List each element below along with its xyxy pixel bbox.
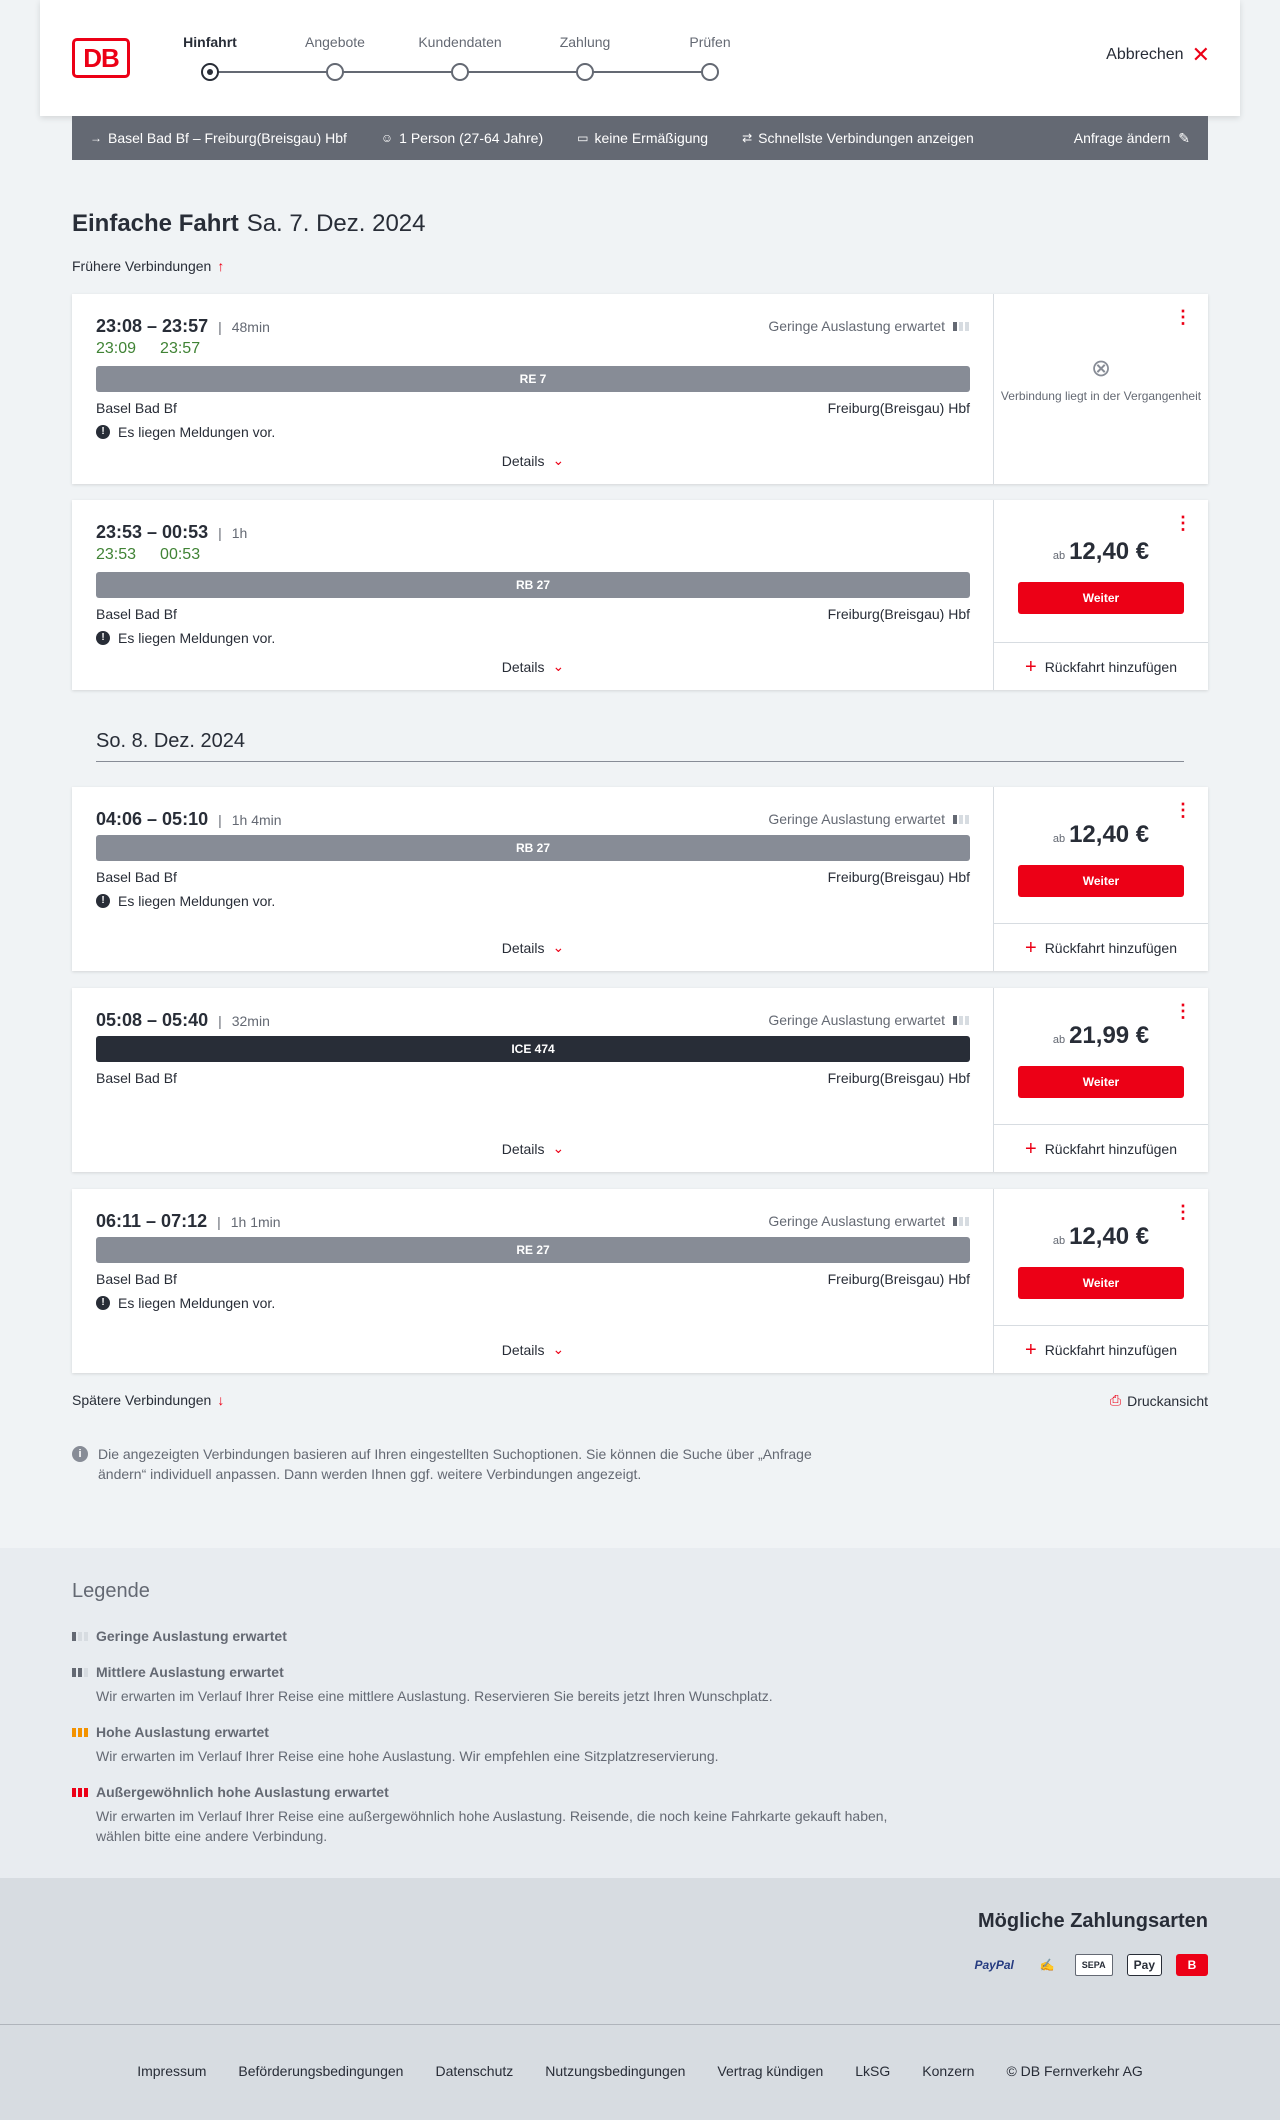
load-indicator <box>768 1012 969 1028</box>
payment-icons <box>968 1954 1208 1976</box>
from-station: Basel Bad Bf <box>96 869 177 885</box>
details-toggle[interactable] <box>72 1140 994 1157</box>
notice <box>96 424 275 440</box>
continue-button[interactable]: Weiter <box>1018 1066 1184 1098</box>
payment-section <box>0 1878 1280 2024</box>
day-heading: So. 8. Dez. 2024 <box>96 730 1184 762</box>
train-bar[interactable]: RB 27 <box>96 835 970 861</box>
apple-pay-icon: Pay <box>1127 1954 1162 1976</box>
info-box <box>72 1444 852 1484</box>
continue-button[interactable]: Weiter <box>1018 582 1184 614</box>
card-icon: ▭ <box>577 131 589 145</box>
legend-item-desc: Wir erwarten im Verlauf Ihrer Reise eine außergewöhnlich hohe Auslastung. Reisende, die noch keine Fahrkarte gekauft haben, wählen bitte eine andere Verbindung. <box>96 1808 888 1844</box>
realtime-times <box>96 340 200 358</box>
connection-main <box>72 500 994 690</box>
chevron-down-icon: ⌄ <box>552 1140 565 1156</box>
option-summary <box>742 130 974 146</box>
later-connections-link[interactable] <box>72 1392 224 1408</box>
separator: | <box>218 1012 222 1029</box>
arrow-up-icon: ↑ <box>217 258 225 274</box>
chevron-down-icon: ⌄ <box>552 1341 565 1357</box>
add-return-button[interactable] <box>994 1325 1208 1373</box>
header <box>40 0 1240 116</box>
connection-main <box>72 787 994 971</box>
continue-button[interactable]: Weiter <box>1018 865 1184 897</box>
trip-type: Einfache Fahrt <box>72 210 239 237</box>
separator: | <box>218 811 222 828</box>
plus-icon: + <box>1025 1338 1037 1361</box>
more-options-icon[interactable]: ⋮ <box>1174 800 1192 820</box>
details-label: Details <box>501 939 545 956</box>
chevron-down-icon: ⌄ <box>552 658 565 674</box>
stations <box>96 606 970 622</box>
person-icon: ☺ <box>380 131 394 145</box>
option-label: Schnellste Verbindungen anzeigen <box>758 130 974 146</box>
step-dot <box>451 63 469 81</box>
past-notice <box>994 354 1208 403</box>
legend-item-title: Außergewöhnlich hohe Auslastung erwartet <box>96 1784 389 1800</box>
pencil-icon: ✎ <box>1178 129 1190 146</box>
load-low-icon <box>953 1016 969 1025</box>
realtime-arr: 23:57 <box>160 340 201 357</box>
print-view-label: Druckansicht <box>1127 1392 1208 1409</box>
arrow-right-icon: → <box>90 131 102 145</box>
legend-item-desc: Wir erwarten im Verlauf Ihrer Reise eine hohe Auslastung. Wir empfehlen eine Sitzplatzreservierung. <box>96 1748 719 1764</box>
realtime-dep: 23:09 <box>96 340 137 357</box>
step-zahlung: Zahlung <box>559 34 611 50</box>
load-low-icon <box>953 1217 969 1226</box>
info-text: Die angezeigten Verbindungen basieren auf Ihren eingestellten Suchoptionen. Sie können die Suche über „Anfrage ändern“ individuell anpassen. Dann werden Ihnen ggf. weitere Verbindungen angezeigt. <box>98 1446 812 1482</box>
footer-link-impressum[interactable]: Impressum <box>137 2063 207 2079</box>
realtime-dep: 23:53 <box>96 546 137 563</box>
step-dot-active <box>201 63 219 81</box>
realtime-times <box>96 546 200 564</box>
earlier-connections-label: Frühere Verbindungen <box>72 258 212 274</box>
continue-button[interactable]: Weiter <box>1018 1267 1184 1299</box>
connection-side <box>994 294 1208 484</box>
details-label: Details <box>501 1341 545 1358</box>
notice <box>96 893 275 909</box>
price-prefix: ab <box>1052 833 1066 845</box>
train-bar[interactable]: ICE 474 <box>96 1036 970 1062</box>
to-station: Freiburg(Breisgau) Hbf <box>827 1271 970 1287</box>
train-bar[interactable]: RE 7 <box>96 366 970 392</box>
load-high-icon <box>72 1728 88 1737</box>
info-icon: i <box>72 1446 88 1462</box>
connection-main <box>72 294 994 484</box>
load-label: Geringe Auslastung erwartet <box>768 318 945 334</box>
step-dot <box>701 63 719 81</box>
footer <box>0 2024 1280 2120</box>
price-prefix: ab <box>1052 550 1066 562</box>
details-toggle[interactable] <box>72 452 994 469</box>
separator: | <box>217 1213 221 1230</box>
from-station: Basel Bad Bf <box>96 1271 177 1287</box>
paypal-icon: PayPal <box>974 1958 1014 1972</box>
legend-item-title: Hohe Auslastung erwartet <box>96 1724 269 1740</box>
step-hinfahrt: Hinfahrt <box>183 34 237 50</box>
separator: | <box>218 524 222 541</box>
notice <box>96 1295 275 1311</box>
cancel-label: Abbrechen <box>1106 46 1184 63</box>
connection-card[interactable] <box>72 988 1208 1172</box>
notice-label: Es liegen Meldungen vor. <box>118 893 276 909</box>
to-station: Freiburg(Breisgau) Hbf <box>827 869 970 885</box>
load-label: Geringe Auslastung erwartet <box>768 1213 945 1229</box>
load-indicator <box>768 811 969 827</box>
footer-link-befoerderung[interactable]: Beförderungsbedingungen <box>238 2063 404 2079</box>
load-label: Geringe Auslastung erwartet <box>768 1012 945 1028</box>
chevron-down-icon: ⌄ <box>552 452 565 468</box>
duration: 1h 4min <box>231 811 282 828</box>
cart-disabled-icon: ⊗ <box>1090 355 1112 382</box>
time-range: 23:08 – 23:57 <box>96 316 209 336</box>
more-options-icon[interactable]: ⋮ <box>1174 307 1192 327</box>
stations <box>96 1070 970 1086</box>
add-return-button[interactable] <box>994 923 1208 971</box>
details-toggle[interactable] <box>72 939 994 956</box>
earlier-connections-link[interactable] <box>72 258 224 274</box>
connection-side <box>994 500 1208 690</box>
notice-label: Es liegen Meldungen vor. <box>118 1295 276 1311</box>
stations <box>96 1271 970 1287</box>
traveller-summary <box>381 130 543 146</box>
more-options-icon[interactable]: ⋮ <box>1174 1001 1192 1021</box>
bahn-bonus-icon: B <box>1176 1954 1208 1976</box>
more-options-icon[interactable]: ⋮ <box>1174 1202 1192 1222</box>
duration: 32min <box>231 1012 270 1029</box>
legend-section <box>0 1548 1280 1878</box>
price <box>994 538 1208 566</box>
time-range: 04:06 – 05:10 <box>96 809 209 829</box>
footer-link-nutzung[interactable]: Nutzungsbedingungen <box>545 2063 686 2079</box>
connection-card[interactable] <box>72 1189 1208 1373</box>
details-label: Details <box>501 658 545 675</box>
add-return-label: Rückfahrt hinzufügen <box>1044 1140 1177 1157</box>
notice-label: Es liegen Meldungen vor. <box>118 630 276 646</box>
realtime-arr: 00:53 <box>160 546 201 563</box>
price-prefix: ab <box>1052 1034 1066 1046</box>
traveller-label: 1 Person (27-64 Jahre) <box>399 130 544 146</box>
from-station: Basel Bad Bf <box>96 606 177 622</box>
direct-debit-icon: ✍ <box>1039 1958 1055 1972</box>
connection-main <box>72 988 994 1172</box>
price <box>994 1022 1208 1050</box>
connection-side <box>994 787 1208 971</box>
connection-times <box>96 522 247 543</box>
trip-date: Sa. 7. Dez. 2024 <box>246 210 426 237</box>
step-dot <box>576 63 594 81</box>
load-low-icon <box>72 1632 88 1641</box>
legend-item <box>72 1628 892 1644</box>
connection-times <box>96 1010 270 1031</box>
plus-icon: + <box>1025 1137 1037 1160</box>
load-label: Geringe Auslastung erwartet <box>768 811 945 827</box>
add-return-label: Rückfahrt hinzufügen <box>1044 658 1177 675</box>
discount-summary <box>577 130 708 146</box>
db-logo[interactable]: DB <box>72 38 130 78</box>
discount-label: keine Ermäßigung <box>594 130 709 146</box>
price <box>994 1223 1208 1251</box>
alert-icon: ! <box>96 631 110 645</box>
close-icon: ✕ <box>1191 42 1210 67</box>
price-value: 12,40 € <box>1069 821 1150 848</box>
chevron-down-icon: ⌄ <box>552 939 565 955</box>
footer-link-konzern[interactable]: Konzern <box>922 2063 975 2079</box>
time-range: 23:53 – 00:53 <box>96 522 209 542</box>
later-connections-label: Spätere Verbindungen <box>72 1392 212 1408</box>
add-return-label: Rückfahrt hinzufügen <box>1044 939 1177 956</box>
connection-times <box>96 316 270 337</box>
details-label: Details <box>501 452 545 469</box>
duration: 48min <box>231 318 270 335</box>
alert-icon: ! <box>96 1296 110 1310</box>
payment-title: Mögliche Zahlungsarten <box>977 1910 1208 1932</box>
footer-copyright: © DB Fernverkehr AG <box>1006 2063 1143 2079</box>
page-title <box>72 210 425 238</box>
time-range: 05:08 – 05:40 <box>96 1010 209 1030</box>
footer-link-kuendigen[interactable]: Vertrag kündigen <box>717 2063 824 2079</box>
sliders-icon: ⇄ <box>742 131 753 145</box>
legend-title: Legende <box>72 1580 150 1602</box>
route-summary <box>90 130 347 146</box>
footer-link-datenschutz[interactable]: Datenschutz <box>435 2063 514 2079</box>
legend-item <box>72 1724 892 1766</box>
load-low-icon <box>953 815 969 824</box>
load-medium-icon <box>72 1668 88 1677</box>
separator: | <box>218 318 222 335</box>
stations <box>96 869 970 885</box>
connection-side <box>994 988 1208 1172</box>
connection-main <box>72 1189 994 1373</box>
edit-request-button[interactable] <box>1074 130 1190 147</box>
price-value: 12,40 € <box>1069 1223 1150 1250</box>
legend-item-desc: Wir erwarten im Verlauf Ihrer Reise eine mittlere Auslastung. Reservieren Sie bereits jetzt Ihren Wunschplatz. <box>96 1688 773 1704</box>
arrow-down-icon: ↓ <box>217 1392 225 1408</box>
connection-card[interactable] <box>72 787 1208 971</box>
printer-icon: ⎙ <box>1109 1392 1122 1408</box>
train-bar[interactable]: RE 27 <box>96 1237 970 1263</box>
details-toggle[interactable] <box>72 1341 994 1358</box>
from-station: Basel Bad Bf <box>96 400 177 416</box>
load-low-icon <box>953 322 969 331</box>
more-options-icon[interactable]: ⋮ <box>1174 513 1192 533</box>
notice <box>96 630 275 646</box>
edit-request-label: Anfrage ändern <box>1073 130 1171 146</box>
load-indicator <box>768 1213 969 1229</box>
add-return-label: Rückfahrt hinzufügen <box>1044 1341 1177 1358</box>
price-value: 12,40 € <box>1069 538 1150 565</box>
print-view-link[interactable] <box>1110 1392 1208 1409</box>
stations <box>96 400 970 416</box>
price <box>994 821 1208 849</box>
past-label: Verbindung liegt in der Vergangenheit <box>1000 389 1202 403</box>
connection-card[interactable] <box>72 294 1208 484</box>
to-station: Freiburg(Breisgau) Hbf <box>827 606 970 622</box>
details-label: Details <box>501 1140 545 1157</box>
footer-link-lksg[interactable]: LkSG <box>855 2063 891 2079</box>
details-toggle[interactable] <box>72 658 994 675</box>
cancel-button[interactable] <box>1106 42 1210 67</box>
legend-item <box>72 1664 892 1706</box>
step-dot <box>326 63 344 81</box>
step-angebote: Angebote <box>305 34 365 50</box>
connection-card[interactable] <box>72 500 1208 690</box>
route-label: Basel Bad Bf – Freiburg(Breisgau) Hbf <box>108 130 347 146</box>
step-pruefen: Prüfen <box>689 34 731 50</box>
price-value: 21,99 € <box>1069 1022 1150 1049</box>
from-station: Basel Bad Bf <box>96 1070 177 1086</box>
legend-item <box>72 1784 892 1846</box>
duration: 1h 1min <box>230 1213 281 1230</box>
train-bar[interactable]: RB 27 <box>96 572 970 598</box>
connection-side <box>994 1189 1208 1373</box>
load-indicator <box>768 318 969 334</box>
notice-label: Es liegen Meldungen vor. <box>118 424 276 440</box>
load-extreme-icon <box>72 1788 88 1797</box>
legend-item-title: Geringe Auslastung erwartet <box>96 1628 287 1644</box>
time-range: 06:11 – 07:12 <box>96 1211 208 1231</box>
to-station: Freiburg(Breisgau) Hbf <box>827 400 970 416</box>
add-return-button[interactable] <box>994 642 1208 690</box>
footer-links <box>0 2063 1280 2079</box>
alert-icon: ! <box>96 425 110 439</box>
sepa-icon: SEPA <box>1075 1954 1113 1976</box>
connection-times <box>96 1211 281 1232</box>
search-summary-bar <box>72 116 1208 160</box>
step-kundendaten: Kundendaten <box>418 34 502 50</box>
add-return-button[interactable] <box>994 1124 1208 1172</box>
plus-icon: + <box>1025 936 1037 959</box>
alert-icon: ! <box>96 894 110 908</box>
plus-icon: + <box>1025 655 1037 678</box>
price-prefix: ab <box>1052 1235 1066 1247</box>
duration: 1h <box>231 524 248 541</box>
to-station: Freiburg(Breisgau) Hbf <box>827 1070 970 1086</box>
legend-item-title: Mittlere Auslastung erwartet <box>96 1664 284 1680</box>
connection-times <box>96 809 282 830</box>
